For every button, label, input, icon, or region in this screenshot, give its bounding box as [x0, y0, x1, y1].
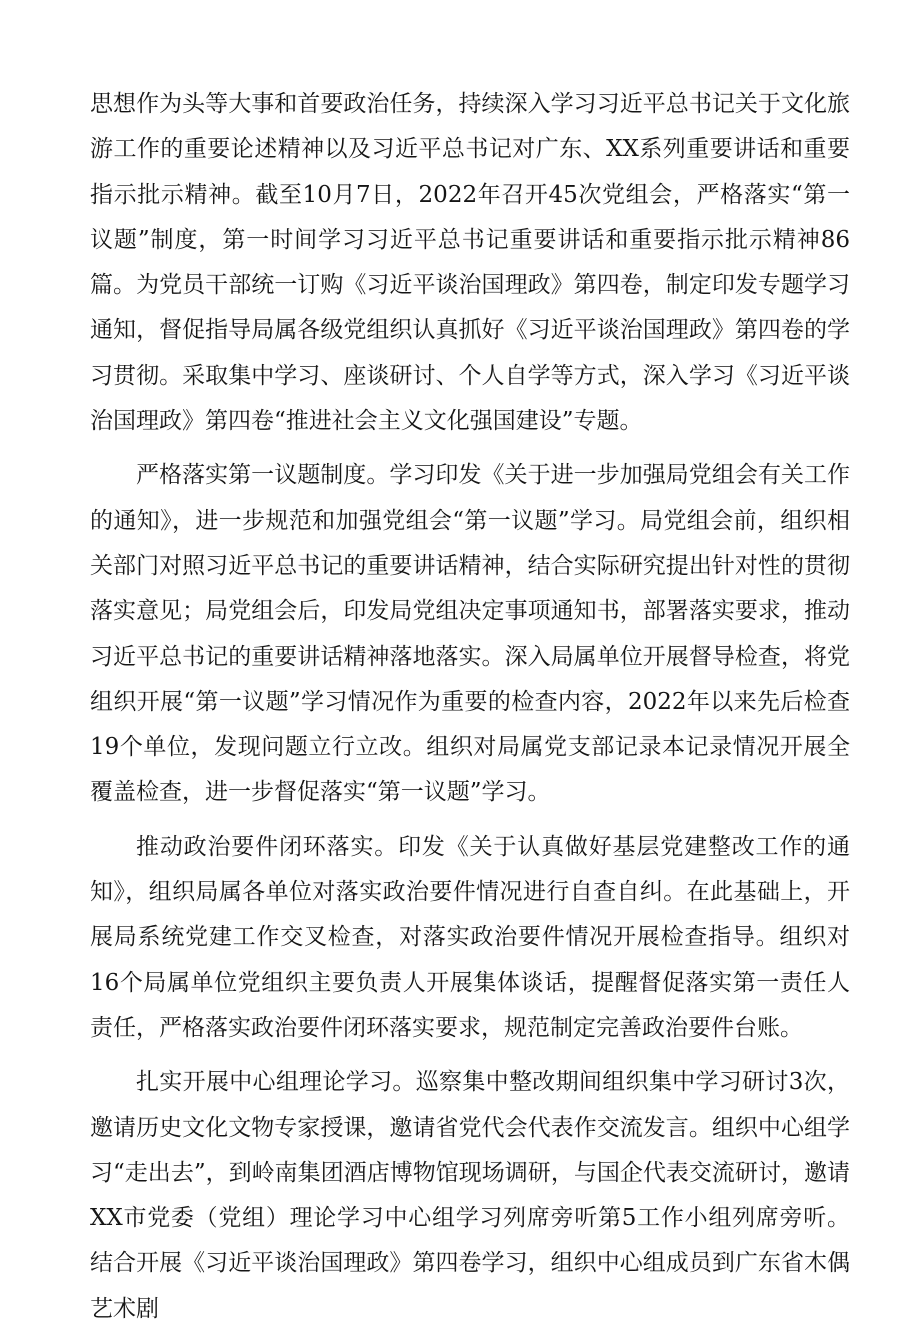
paragraph-1: 思想作为头等大事和首要政治任务，持续深入学习习近平总书记关于文化旅游工作的重要论述精神以及习近平总书记对广东、XX系列重要讲话和重要指示批示精神。截至10月7日，2022年召开45次党组会，严格落实“第一议题”制度，第一时间学习习近平总书记重要讲话和重要指示批示精神86篇。为党员干部统一订购《习近平谈治国理政》第四卷，制定印发专题学习通知，督促指导局属各级党组织认真抓好《习近平谈治国理政》第四卷的学习贯彻。采取集中学习、座谈研讨、个人自学等方式，深入学习《习近平谈治国理政》第四卷“推进社会主义文化强国建设”专题。 [90, 91, 850, 435]
paragraph-3: 推动政治要件闭环落实。印发《关于认真做好基层党建整改工作的通知》，组织局属各单位对落实政治要件情况进行自查自纠。在此基础上，开展局系统党建工作交叉检查，对落实政治要件情况开展检查指导。组织对16个局属单位党组织主要负责人开展集体谈话，提醒督促落实第一责任人责任，严格落实政治要件闭环落实要求，规范制定完善政治要件台账。 [90, 833, 850, 1041]
document-body [90, 82, 850, 1341]
paragraph-4: 扎实开展中心组理论学习。巡察集中整改期间组织集中学习研讨3次，邀请历史文化文物专家授课，邀请省党代会代表作交流发言。组织中心组学习“走出去”，到岭南集团酒店博物馆现场调研，与国企代表交流研讨，邀请XX市党委（党组）理论学习中心组学习列席旁听第5工作小组列席旁听。结合开展《习近平谈治国理政》第四卷学习，组织中心组成员到广东省木偶艺术剧 [90, 1069, 850, 1322]
paragraph-2: 严格落实第一议题制度。学习印发《关于进一步加强局党组会有关工作的通知》，进一步规范和加强党组会“第一议题”学习。局党组会前，组织相关部门对照习近平总书记的重要讲话精神，结合实际研究提出针对性的贯彻落实意见；局党组会后，印发局党组决定事项通知书，部署落实要求，推动习近平总书记的重要讲话精神落地落实。深入局属单位开展督导检查，将党组织开展“第一议题”学习情况作为重要的检查内容，2022年以来先后检查19个单位，发现问题立行立改。组织对局属党支部记录本记录情况开展全覆盖检查，进一步督促落实“第一议题”学习。 [90, 462, 850, 806]
